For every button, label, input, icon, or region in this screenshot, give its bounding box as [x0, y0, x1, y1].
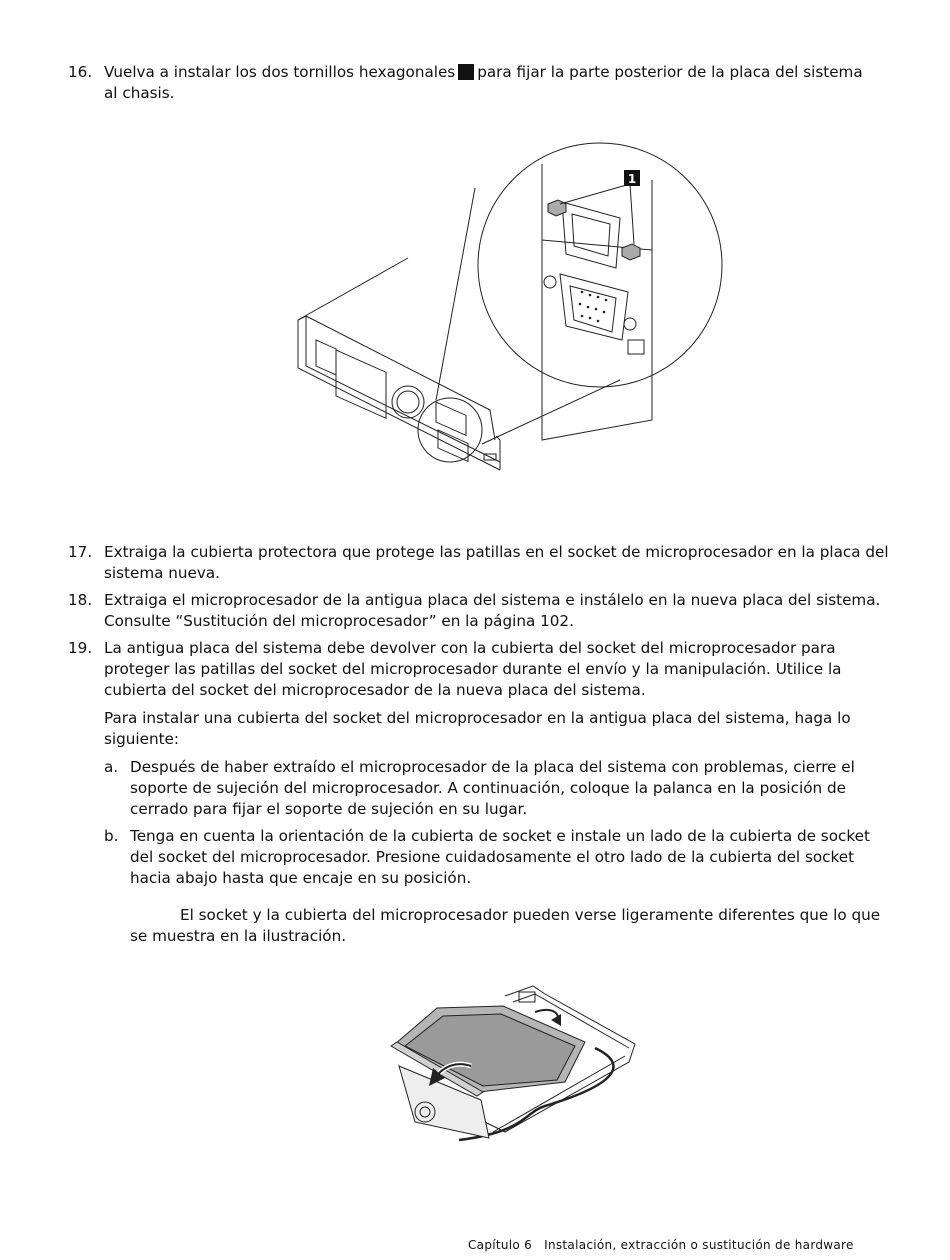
- step-number: 17.: [68, 543, 93, 561]
- step-text-part: proteger las patillas del socket del microprocesador durante el envío y la manipulación. Utilice la: [104, 659, 842, 678]
- substep-text-part: soporte de sujeción del microprocesador. A continuación, coloque la palanca en la posición de: [130, 778, 846, 797]
- step-number: 19.: [68, 639, 93, 657]
- substep-text-part: Tenga en cuenta la orientación de la cubierta de socket e instale un lado de la cubierta de socket: [130, 827, 870, 845]
- step-text-part: sistema nueva.: [104, 563, 220, 582]
- intro-paragraph: [104, 708, 894, 750]
- step-text-part: La antigua placa del sistema debe devolver con la cubierta del socket del microprocesador para: [104, 639, 836, 657]
- note-paragraph: [130, 905, 900, 947]
- substep-text-part: del socket del microprocesador. Presione cuidadosamente el otro lado de la cubierta del socket: [130, 847, 855, 866]
- intro-text: siguiente:: [104, 729, 180, 748]
- footer-chapter: Capítulo 6: [468, 1238, 533, 1252]
- note-text: El socket y la cubierta del microprocesador pueden verse ligeramente diferentes que lo que: [180, 906, 881, 924]
- substep-text: [130, 826, 894, 888]
- step-text-part: Vuelva a instalar los dos tornillos hexagonales: [104, 63, 456, 81]
- step-text: [104, 590, 904, 632]
- substep-letter: b.: [104, 827, 119, 845]
- figure-socket-cover: [385, 982, 645, 1150]
- callout-marker-icon: [458, 64, 474, 80]
- substep-text-part: hacia abajo hasta que encaje en su posición.: [130, 868, 472, 887]
- step-number: 16.: [68, 63, 93, 81]
- substep-letter: a.: [104, 758, 119, 776]
- page-footer: [468, 1238, 854, 1252]
- step-text: [104, 62, 904, 104]
- intro-text: Para instalar una cubierta del socket del microprocesador en la antigua placa del sistema, haga lo: [104, 709, 851, 727]
- footer-title: Instalación, extracción o sustitución de hardware: [544, 1238, 854, 1252]
- substep-text-part: Después de haber extraído el microprocesador de la placa del sistema con problemas, cierre el: [130, 758, 855, 776]
- step-text-part: cubierta del socket del microprocesador de la nueva placa del sistema.: [104, 680, 646, 699]
- step-text-part: Extraiga la cubierta protectora que protege las patillas en el socket de microprocesador en la placa del: [104, 543, 889, 561]
- step-text: [104, 542, 904, 584]
- step-text: [104, 638, 904, 700]
- step-text-part: para fijar la parte posterior de la placa del sistema: [477, 63, 863, 81]
- step-text-part: Extraiga el microprocesador de la antigua placa del sistema e instálelo en la nueva placa del sistema.: [104, 591, 881, 609]
- step-number: 18.: [68, 591, 93, 609]
- step-text-part: al chasis.: [104, 83, 175, 102]
- arrow-icon: [551, 1014, 561, 1026]
- substep-text-part: cerrado para fijar el soporte de sujeción en su lugar.: [130, 799, 528, 818]
- note-text: se muestra en la ilustración.: [130, 926, 347, 945]
- step-text-part: Consulte “Sustitución del microprocesador” en la página 102.: [104, 611, 574, 630]
- figure-rear-chassis-screws: [290, 140, 730, 480]
- callout-label: 1: [627, 172, 637, 186]
- substep-text: [130, 757, 894, 819]
